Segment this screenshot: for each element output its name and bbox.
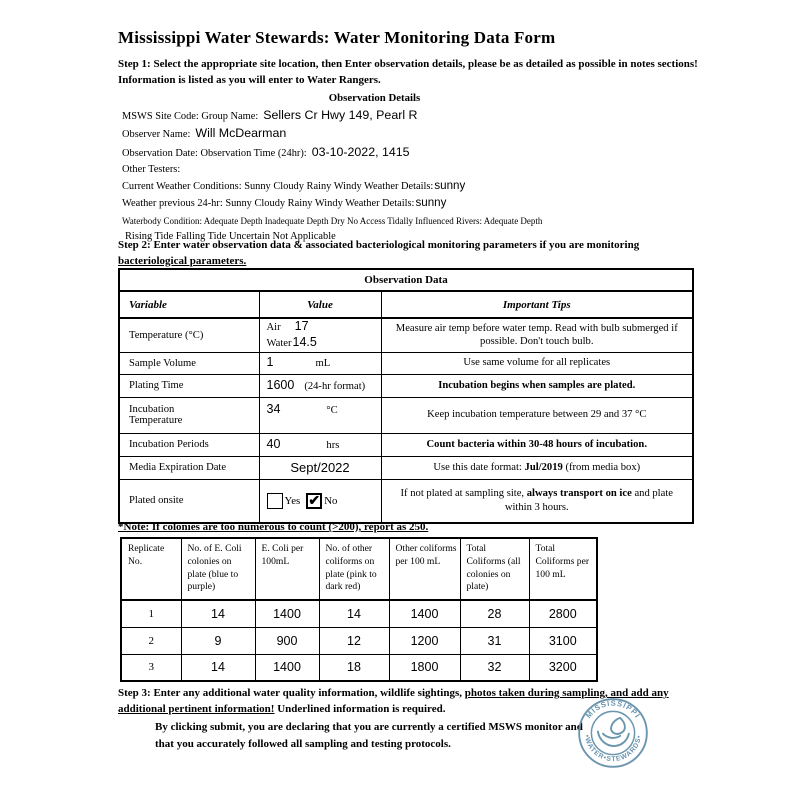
cell: 14 [181, 654, 255, 681]
field-label: Rising Tide Falling Tide Uncertain Not Applicable [125, 231, 336, 243]
tips-cell: Use same volume for all replicates [381, 352, 693, 374]
tip-post: (from media box) [562, 461, 641, 473]
incubation-temp-value: 34 [266, 401, 281, 416]
field-label: Current Weather Conditions: Sunny Cloudy Rainy Windy Weather Details: [122, 181, 434, 193]
no-checkbox[interactable] [306, 493, 322, 509]
step1-text: Select the appropriate site location, then Enter observation details, please be as detailed as possible in notes sections! Information is listed as you will enter to Water Rangers. [118, 58, 698, 86]
value-cell [259, 479, 381, 523]
plating-time-value: 1600 [266, 377, 295, 392]
cell: 1400 [389, 600, 460, 627]
tips-cell [381, 456, 693, 479]
cell: 14 [319, 600, 389, 627]
rep-col-ecoli-colonies: No. of E. Coli colonies on plate (blue to purple) [181, 538, 255, 600]
cell: 900 [255, 627, 319, 654]
observation-details-heading: Observation Details [328, 92, 421, 104]
cell: 9 [181, 627, 255, 654]
tip-post: and plate within 3 hours. [504, 488, 673, 513]
table-row-plating-time [119, 374, 693, 397]
rep-col-other-coliforms-plate: No. of other coliforms on plate (pink to dark red) [319, 538, 389, 600]
air-label: Air [266, 322, 281, 334]
tips-cell [381, 374, 693, 397]
cell: 3100 [529, 627, 597, 654]
tip-bold: always transport on ice [526, 488, 632, 500]
variable-cell: Temperature (°C) [119, 318, 259, 352]
water-label: Water [266, 338, 292, 350]
field-label: Observer Name: [122, 129, 191, 141]
rep-col-total-coliforms-plate: Total Coliforms (all colonies on plate) [460, 538, 529, 600]
checkmark-icon: ✔ [308, 491, 321, 508]
cell: 3200 [529, 654, 597, 681]
table-row-media-expiration [119, 456, 693, 479]
rep-col-total-coliforms-100ml: Total Coliforms per 100 mL [529, 538, 597, 600]
step1-paragraph [118, 57, 700, 88]
water-temp-value: 14.5 [292, 335, 317, 350]
field-value: Sellers Cr Hwy 149, Pearl R [263, 108, 418, 122]
table-row-temperature [119, 318, 693, 352]
variable-cell: Plated onsite [119, 479, 259, 523]
observation-table-header-row [119, 291, 693, 318]
replicate-header-row [121, 538, 597, 600]
cell: 1400 [255, 654, 319, 681]
field-observer-name [122, 125, 692, 143]
value-cell [259, 456, 381, 479]
replicate-table [120, 537, 598, 682]
tips-cell: Keep incubation temperature between 29 and 37 °C [381, 397, 693, 433]
tips-cell [381, 479, 693, 523]
logo-arc-top-text: MISSISSIPPI [583, 698, 643, 720]
table-row-plated-onsite [119, 479, 693, 523]
note-text: *Note: If colonies are too numerous to count (>200), report as 250. [118, 521, 429, 533]
observation-table-title: Observation Data [119, 269, 693, 291]
cell: 28 [460, 600, 529, 627]
plating-time-format: (24-hr format) [304, 380, 366, 392]
sample-volume-unit: mL [315, 358, 331, 369]
tip-pre: If not plated at sampling site, [400, 488, 527, 500]
col-header-variable: Variable [119, 291, 259, 318]
step1-label: Step 1: [118, 58, 151, 70]
observation-details-section [122, 92, 692, 245]
field-label: Observation Date: Observation Time (24hr): [122, 147, 307, 159]
value-cell [259, 397, 381, 433]
table-row-incubation-temperature [119, 397, 693, 433]
field-observation-date-time [122, 144, 692, 162]
variable-text: Incubation Temperature [129, 404, 183, 426]
tip-bold: Count bacteria within 30-48 hours of incubation. [426, 438, 647, 450]
cell: 1800 [389, 654, 460, 681]
tip-bold: Incubation begins when samples are plated. [438, 379, 636, 391]
field-value: sunny [415, 196, 447, 210]
cell: 3 [121, 654, 181, 681]
replicate-row-3 [121, 654, 597, 681]
step3-tail-text: Underlined information is required. [274, 702, 446, 715]
value-cell [259, 318, 381, 352]
col-header-value: Value [259, 291, 381, 318]
cell: 31 [460, 627, 529, 654]
air-temp-value: 17 [294, 319, 309, 334]
cell: 12 [319, 627, 389, 654]
logo-seal-icon [577, 697, 649, 769]
replicate-row-2 [121, 627, 597, 654]
value-cell [259, 433, 381, 456]
field-label: Weather previous 24-hr: Sunny Cloudy Rainy Windy Weather Details: [122, 198, 415, 210]
rep-col-replicate-no: Replicate No. [121, 538, 181, 600]
col-header-important-tips: Important Tips [381, 291, 693, 318]
field-label: MSWS Site Code: Group Name: [122, 111, 259, 122]
cell: 1 [121, 600, 181, 627]
sample-volume-value: 1 [266, 355, 274, 369]
observation-data-table [118, 268, 694, 524]
tip-bold: Jul/2019 [524, 461, 563, 473]
field-current-weather [122, 178, 692, 195]
no-checkbox-label: No [324, 494, 338, 507]
cell: 1400 [255, 600, 319, 627]
msws-logo [577, 697, 649, 769]
cell: 32 [460, 654, 529, 681]
field-label: Other Testers: [122, 163, 181, 175]
tips-cell [381, 433, 693, 456]
step2-paragraph [118, 238, 700, 269]
media-expiration-value: Sept/2022 [290, 460, 350, 475]
variable-cell: Media Expiration Date [119, 456, 259, 479]
yes-checkbox[interactable] [267, 493, 283, 509]
variable-cell: Incubation Periods [119, 433, 259, 456]
field-waterbody-condition [122, 213, 692, 229]
incubation-periods-value: 40 [266, 436, 281, 451]
tip-pre: Use this date format: [433, 461, 525, 473]
incubation-temp-unit: °C [326, 404, 338, 416]
table-row-sample-volume [119, 352, 693, 374]
field-label: Waterbody Condition: Adequate Depth Inadequate Depth Dry No Access Tidally Influenced Rivers: Adequate Depth [122, 215, 543, 226]
yes-checkbox-label: Yes [284, 494, 301, 507]
logo-water-hand-icon [598, 718, 629, 746]
svg-text:MISSISSIPPI [584, 699, 642, 720]
variable-cell [119, 397, 259, 433]
table-row-incubation-periods [119, 433, 693, 456]
step2-label: Step 2: [118, 239, 151, 251]
field-value: Will McDearman [195, 126, 287, 141]
field-value: sunny [434, 179, 466, 193]
field-value: 03-10-2022, 1415 [311, 144, 410, 159]
tips-cell: Measure air temp before water temp. Read with bulb submerged if possible. Don't touch bulb. [381, 318, 693, 352]
step2-underlined-text: bacteriological parameters. [118, 254, 247, 267]
replicate-row-1 [121, 600, 597, 627]
submit-declaration: By clicking submit, you are declaring that you are currently a certified MSWS monitor and that you accurately followed all sampling and testing protocols. [155, 721, 583, 750]
field-other-testers [122, 162, 692, 178]
value-cell [259, 374, 381, 397]
step2-text: Enter water observation data & associated bacteriological monitoring parameters if you are monitoring [153, 239, 640, 251]
observation-table-title-row [119, 269, 693, 291]
variable-cell: Sample Volume [119, 352, 259, 374]
cell: 18 [319, 654, 389, 681]
rep-col-ecoli-per-100ml: E. Coli per 100mL [255, 538, 319, 600]
step3-underlined-text: photos taken during sampling, and add any additional pertinent information! [118, 687, 669, 715]
form-title: Mississippi Water Stewards: Water Monitoring Data Form [118, 28, 556, 47]
cell: 2 [121, 627, 181, 654]
cell: 1200 [389, 627, 460, 654]
cell: 14 [181, 600, 255, 627]
field-weather-previous-24hr [122, 195, 692, 212]
value-cell [259, 352, 381, 374]
logo-arc-bottom-text: •WATER•STEWARDS• [582, 734, 644, 764]
step3-label: Step 3: [118, 687, 151, 699]
field-site-code [122, 107, 692, 125]
step3-text: Enter any additional water quality information, wildlife sightings, [153, 687, 465, 699]
incubation-periods-unit: hrs [326, 439, 340, 451]
cell: 2800 [529, 600, 597, 627]
variable-cell: Plating Time [119, 374, 259, 397]
rep-col-other-coliforms-100ml: Other coliforms per 100 mL [389, 538, 460, 600]
